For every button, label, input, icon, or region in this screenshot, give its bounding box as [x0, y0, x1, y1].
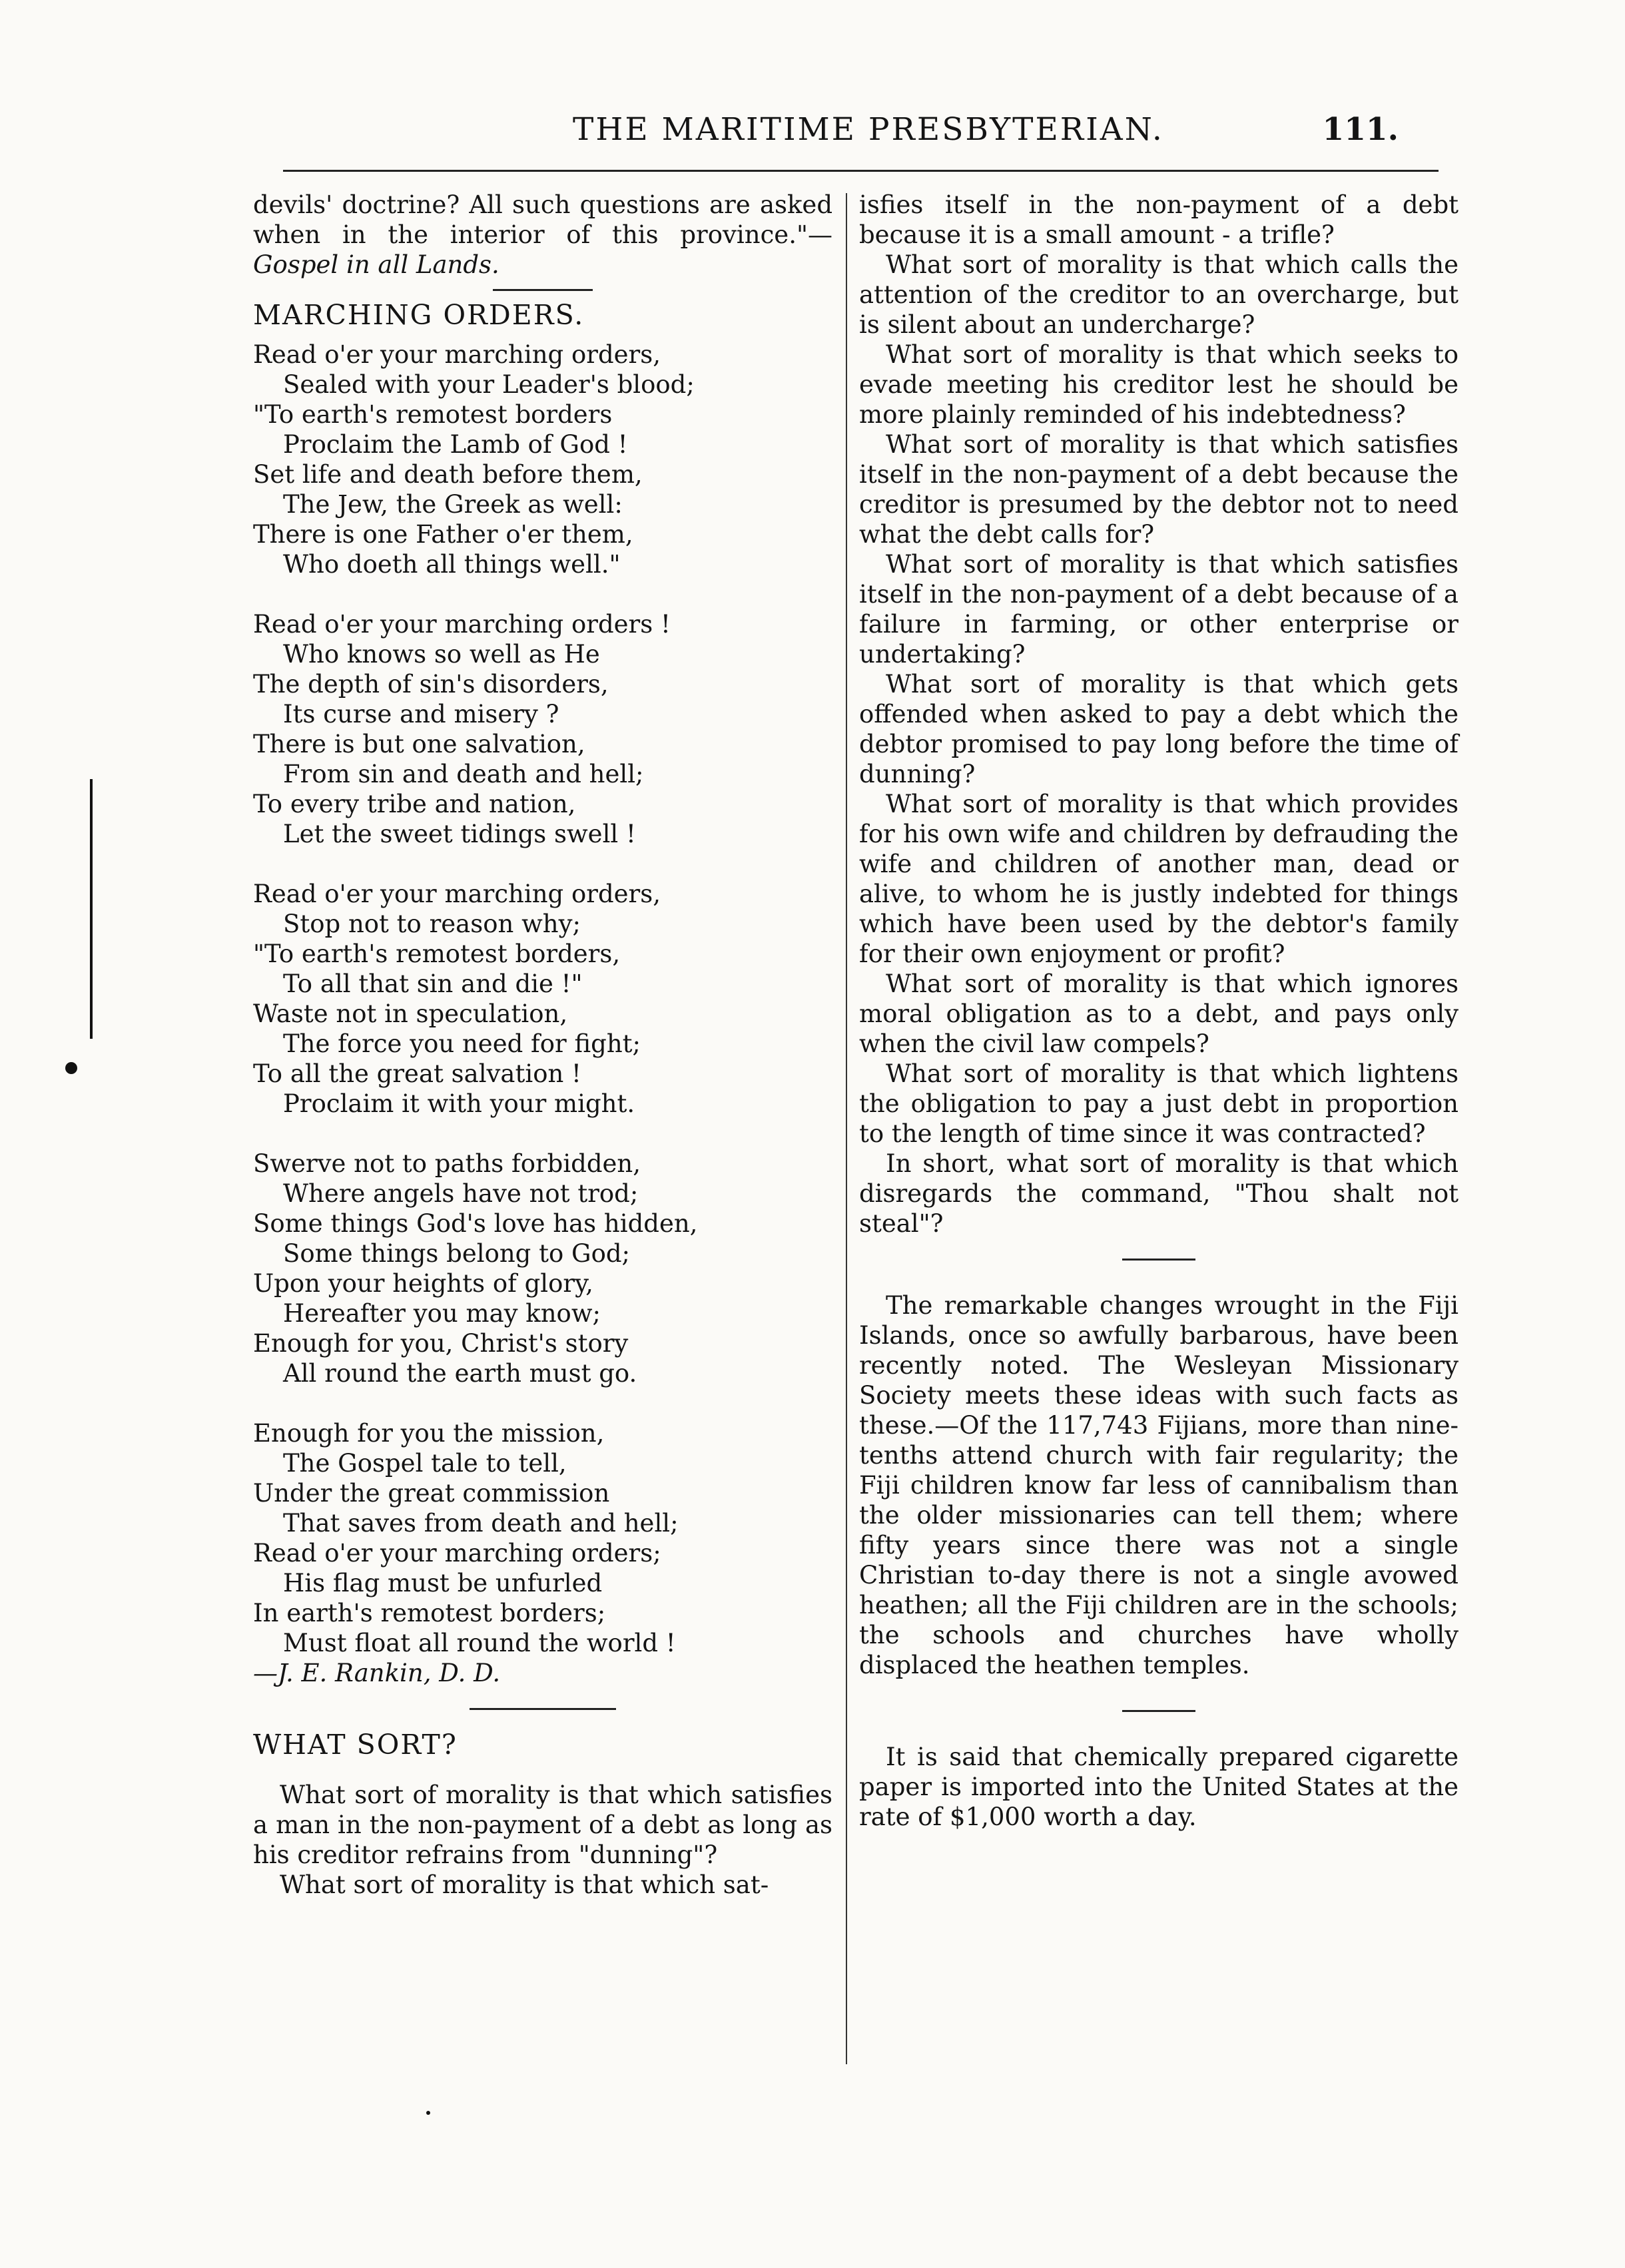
- poem-line: Who doeth all things well.": [283, 550, 621, 579]
- poem-line: "To earth's remotest borders,: [253, 940, 621, 968]
- intro-text: devils' doctrine? All such questions are asked when in the interior of this province."—: [253, 190, 832, 249]
- header-rule: [283, 170, 1439, 172]
- poem-line: Read o'er your marching orders !: [253, 610, 671, 639]
- poem-line: The Gospel tale to tell,: [283, 1449, 567, 1478]
- poem-stanza-5: [253, 1418, 832, 1658]
- intro-paragraph: [253, 190, 832, 280]
- poem-line: All round the earth must go.: [283, 1359, 637, 1388]
- poem-line: From sin and death and hell;: [283, 760, 644, 788]
- poem-line: Read o'er your marching orders,: [253, 340, 661, 369]
- poem-line: Must float all round the world !: [283, 1629, 676, 1657]
- poem-line: Enough for you, Christ's story: [253, 1329, 629, 1358]
- what-sort-continuation: isfies itself in the non-payment of a debt because it is a small amount - a trifle?: [859, 190, 1459, 249]
- poem-author: —J. E. Rankin, D. D.: [253, 1659, 501, 1687]
- poem-line: To all the great salvation !: [253, 1059, 581, 1088]
- poem-line: Stop not to reason why;: [283, 910, 581, 938]
- margin-mark: [90, 779, 93, 1039]
- what-sort-question: What sort of morality is that which ignores moral obligation as to a debt, and pays only when the civil law compels?: [859, 970, 1459, 1058]
- poem-line: In earth's remotest borders;: [253, 1599, 606, 1627]
- cigarette-paragraph: It is said that chemically prepared cigarette paper is imported into the United States at the rate of $1,000 worth a day.: [859, 1743, 1459, 1831]
- what-sort-conclusion: In short, what sort of morality is that which disregards the command, "Thou shalt not steal"?: [859, 1149, 1459, 1238]
- poem-line: Upon your heights of glory,: [253, 1269, 593, 1298]
- poem-line: Who knows so well as He: [283, 640, 600, 669]
- margin-dot: [65, 1062, 77, 1074]
- poem-stanza-1: [253, 340, 832, 579]
- page-header: [266, 103, 1399, 150]
- poem-line: Some things God's love has hidden,: [253, 1209, 698, 1238]
- what-sort-question: What sort of morality is that which lightens the obligation to pay a just debt in proportion to the length of time since it was contracted?: [859, 1059, 1459, 1148]
- poem-line: Under the great commission: [253, 1479, 610, 1508]
- fiji-paragraph: The remarkable changes wrought in the Fiji Islands, once so awfully barbarous, have been recently noted. The Wesleyan Missionary Society meets these ideas with such facts as these.—Of the 117,743 Fijians, more than nine-tenths attend church with fair regularity; the Fiji children know far less of cannibalism than the older missionaries can tell them; where fifty years since there was not a single Christian to-day there is not a single avowed heathen; all the Fiji children are in the schools; the schools and churches have wholly displaced the heathen temples.: [859, 1291, 1459, 1679]
- what-sort-question: What sort of morality is that which satisfies itself in the non-payment of a debt because the creditor is presumed by the debtor not to need what the debt calls for?: [859, 430, 1459, 549]
- poem-line: The Jew, the Greek as well:: [283, 490, 623, 519]
- poem-line: Let the sweet tidings swell !: [283, 820, 636, 848]
- poem-line: Set life and death before them,: [253, 460, 643, 489]
- what-sort-title: WHAT SORT?: [253, 1729, 458, 1761]
- poem-line: Some things belong to God;: [283, 1239, 631, 1268]
- intro-source: Gospel in all Lands.: [253, 250, 499, 279]
- what-sort-question: What sort of morality is that which seeks to evade meeting his creditor lest he should be more plainly reminded of his indebtedness?: [859, 340, 1459, 429]
- poem-line: There is but one salvation,: [253, 730, 585, 758]
- what-sort-question: What sort of morality is that which provides for his own wife and children by defrauding the wife and children of another man, dead or alive, to whom he is justly indebted for things which have been used by the debtor's family for their own enjoyment or profit?: [859, 790, 1459, 968]
- what-sort-question: What sort of morality is that which gets offended when asked to pay a debt which the debtor promised to pay long before the time of dunning?: [859, 670, 1459, 788]
- poem-line: There is one Father o'er them,: [253, 520, 633, 549]
- what-sort-question: What sort of morality is that which satisfies itself in the non-payment of a debt because of a failure in farming, or other enterprise or undertaking?: [859, 550, 1459, 669]
- left-column: [253, 190, 832, 1900]
- poem-line: Read o'er your marching orders,: [253, 880, 661, 908]
- poem-line: The force you need for fight;: [283, 1029, 641, 1058]
- journal-title: THE MARITIME PRESBYTERIAN.: [573, 111, 1164, 148]
- what-sort-paragraph-2: What sort of morality is that which sat-: [280, 1870, 769, 1899]
- poem-stanza-4: [253, 1149, 832, 1388]
- poem-line: His flag must be unfurled: [283, 1569, 603, 1597]
- poem-line: Proclaim the Lamb of God !: [283, 430, 628, 459]
- poem-line: Its curse and misery ?: [283, 700, 559, 728]
- poem-line: Hereafter you may know;: [283, 1299, 601, 1328]
- poem-line: Sealed with your Leader's blood;: [283, 370, 695, 399]
- poem-line: Where angels have not trod;: [283, 1179, 639, 1208]
- page-number: 111.: [1322, 111, 1399, 148]
- poem-line: To all that sin and die !": [283, 970, 583, 998]
- poem-stanza-2: [253, 609, 832, 849]
- poem-line: Enough for you the mission,: [253, 1419, 605, 1448]
- what-sort-question: What sort of morality is that which calls the attention of the creditor to an overcharge, but is silent about an undercharge?: [859, 250, 1459, 339]
- poem-line: Waste not in speculation,: [253, 999, 568, 1028]
- page-speck: [426, 2111, 430, 2115]
- column-divider: [846, 193, 847, 2064]
- poem-line: Swerve not to paths forbidden,: [253, 1149, 641, 1178]
- right-column: [859, 190, 1459, 1832]
- poem-line: "To earth's remotest borders: [253, 400, 613, 429]
- poem-title: MARCHING ORDERS.: [253, 299, 585, 331]
- poem-line: That saves from death and hell;: [283, 1509, 679, 1538]
- poem-stanza-3: [253, 879, 832, 1119]
- poem-line: Read o'er your marching orders;: [253, 1539, 661, 1567]
- poem-line: Proclaim it with your might.: [283, 1089, 635, 1118]
- poem-line: The depth of sin's disorders,: [253, 670, 609, 699]
- poem-line: To every tribe and nation,: [253, 790, 576, 818]
- what-sort-paragraph-1: What sort of morality is that which satisfies a man in the non-payment of a debt as long as his creditor refrains from "dunning"?: [253, 1781, 832, 1869]
